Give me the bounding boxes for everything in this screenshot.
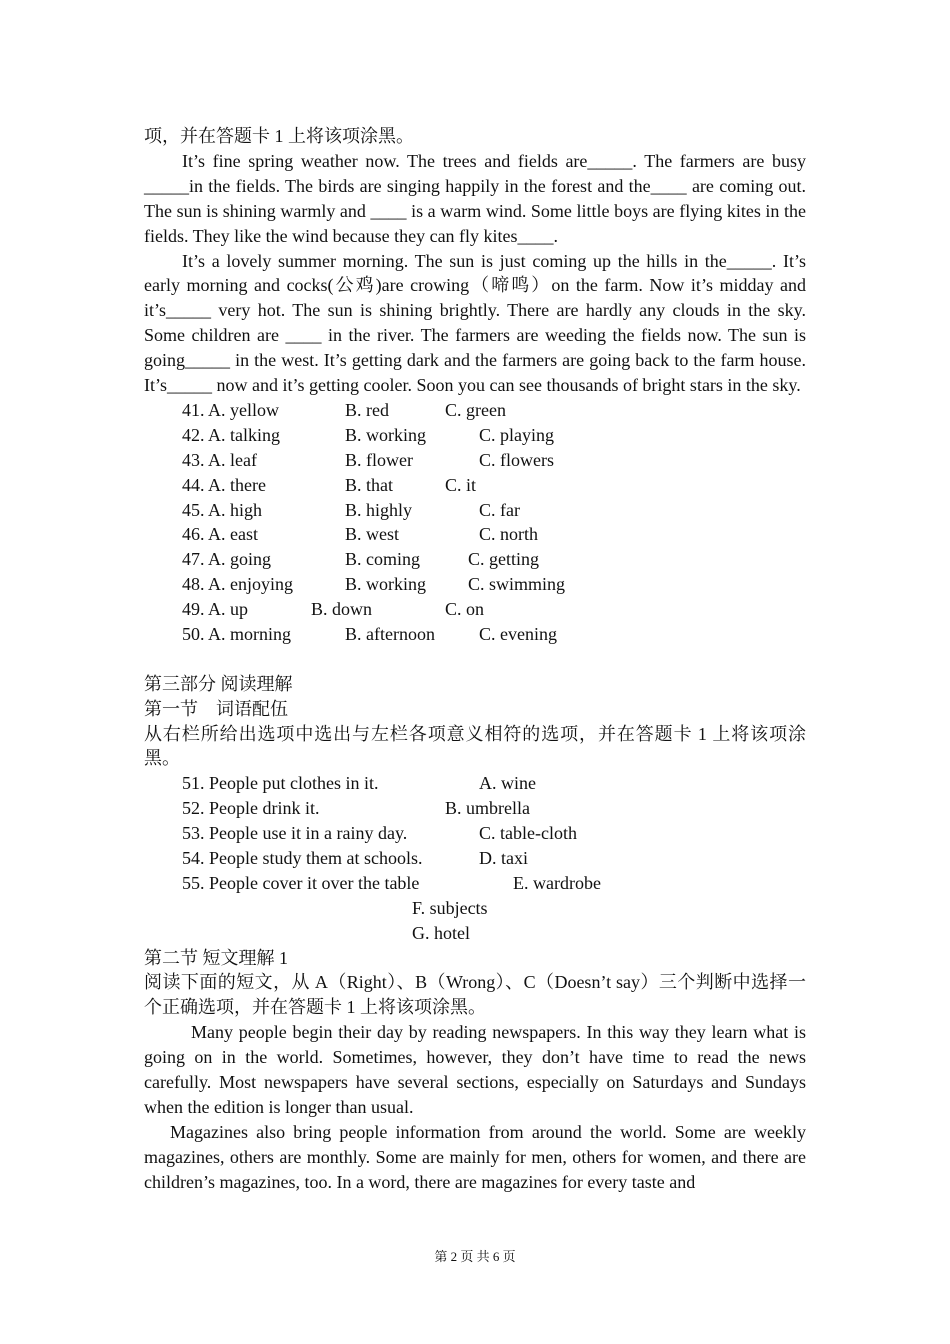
matching-left: 55. People cover it over the table bbox=[182, 872, 420, 893]
option-row-48 bbox=[144, 572, 806, 597]
matching-left: 53. People use it in a rainy day. bbox=[182, 823, 408, 844]
option-c: C. swimming bbox=[468, 574, 566, 595]
option-a: 45. A. high bbox=[182, 499, 263, 520]
option-a: 43. A. leaf bbox=[182, 449, 257, 470]
matching-right: E. wardrobe bbox=[513, 872, 601, 893]
matching-right: C. table-cloth bbox=[479, 823, 577, 844]
option-c: C. getting bbox=[468, 549, 539, 570]
option-a: 41. A. yellow bbox=[182, 399, 279, 420]
option-c: C. it bbox=[445, 474, 477, 495]
option-c: C. flowers bbox=[479, 449, 554, 470]
part-three-title: 第三部分 阅读理解 bbox=[144, 673, 293, 694]
section-one-instructions: 从右栏所给出选项中选出与左栏各项意义相符的选项，并在答题卡 1 上将该项涂黑。 bbox=[144, 723, 806, 769]
option-a: 42. A. talking bbox=[182, 424, 280, 445]
option-b: B. highly bbox=[345, 499, 413, 520]
option-a: 48. A. enjoying bbox=[182, 574, 293, 595]
option-c: C. north bbox=[479, 524, 539, 545]
option-b: B. that bbox=[345, 474, 393, 495]
matching-left: 51. People put clothes in it. bbox=[182, 773, 379, 794]
matching-row-53 bbox=[144, 821, 806, 846]
option-a: 46. A. east bbox=[182, 524, 258, 545]
option-row-42 bbox=[144, 423, 806, 448]
matching-row-52 bbox=[144, 796, 806, 821]
matching-right: A. wine bbox=[479, 773, 536, 794]
matching-items bbox=[144, 771, 806, 945]
matching-extra-g bbox=[144, 921, 806, 946]
option-c: C. evening bbox=[479, 623, 557, 644]
option-row-49 bbox=[144, 597, 806, 622]
cloze-paragraph-summer: It’s a lovely summer morning. The sun is just coming up the hills in the_____. It’s early morning and cocks(公鸡)are crowing（啼鸣）on the farm. Now it’s midday and it’s_____ very hot. The sun is shining brightly. There are hardly any clouds in the sky. Some children are ____ in the river. The farmers are weeding the fields now. The sun is going_____ in the west. It’s getting dark and the farmers are going back to the farm house. It’s_____ now and it’s getting cooler. Soon you can see thousands of bright stars in the sky. bbox=[144, 250, 806, 396]
matching-right: D. taxi bbox=[479, 848, 528, 869]
option-a: 47. A. going bbox=[182, 549, 272, 570]
matching-right: F. subjects bbox=[412, 897, 488, 918]
option-c: C. green bbox=[445, 399, 506, 420]
page-content bbox=[144, 124, 806, 1195]
option-row-43 bbox=[144, 448, 806, 473]
option-b: B. working bbox=[345, 574, 426, 595]
matching-right: B. umbrella bbox=[445, 798, 530, 819]
option-b: B. west bbox=[345, 524, 399, 545]
option-row-46 bbox=[144, 522, 806, 547]
matching-row-54 bbox=[144, 846, 806, 871]
option-row-41 bbox=[144, 398, 806, 423]
matching-row-51 bbox=[144, 771, 806, 796]
option-row-50 bbox=[144, 622, 806, 647]
reading-paragraph-1: Many people begin their day by reading newspapers. In this way they learn what is going on in the world. Sometimes, however, they don’t have time to read the news carefully. Most newspapers have several sections, especially on Saturdays and Sundays when the edition is longer than usual. bbox=[144, 1022, 806, 1117]
option-b: B. flower bbox=[345, 449, 413, 470]
matching-left: 52. People drink it. bbox=[182, 798, 320, 819]
option-row-44 bbox=[144, 473, 806, 498]
option-b: B. red bbox=[345, 399, 389, 420]
option-b: B. working bbox=[345, 424, 426, 445]
matching-row-55 bbox=[144, 871, 806, 896]
option-b: B. down bbox=[311, 599, 373, 620]
instruction-continuation: 项，并在答题卡 1 上将该项涂黑。 bbox=[144, 126, 414, 146]
page-footer: 第 2 页 共 6 页 bbox=[434, 1249, 516, 1264]
spacer bbox=[144, 647, 806, 672]
matching-extra-f bbox=[144, 896, 806, 921]
option-a: 50. A. morning bbox=[182, 623, 292, 644]
section-two-title: 第二节 短文理解 1 bbox=[144, 947, 288, 968]
option-a: 44. A. there bbox=[182, 474, 266, 495]
cloze-paragraph-spring: It’s fine spring weather now. The trees and fields are_____. The farmers are busy _____in the fields. The birds are singing happily in the forest and the____ are coming out. The sun is shining warmly and ____ is a warm wind. Some little boys are flying kites in the fields. They like the wind because they can fly kites____. bbox=[144, 150, 806, 246]
option-c: C. playing bbox=[479, 424, 554, 445]
option-a: 49. A. up bbox=[182, 599, 249, 620]
option-b: B. afternoon bbox=[345, 623, 435, 644]
reading-paragraph-2: Magazines also bring people information from around the world. Some are weekly magazines, others are monthly. Some are mainly for men, others for women, and there are children’s magazines, too. In a word, there are magazines for every taste and bbox=[144, 1121, 806, 1192]
option-c: C. on bbox=[445, 599, 485, 620]
cloze-options bbox=[144, 398, 806, 647]
option-row-47 bbox=[144, 547, 806, 572]
matching-right: G. hotel bbox=[412, 922, 470, 943]
option-c: C. far bbox=[479, 499, 520, 520]
section-one-title: 第一节 词语配伍 bbox=[144, 698, 288, 719]
option-row-45 bbox=[144, 498, 806, 523]
option-b: B. coming bbox=[345, 549, 420, 570]
matching-left: 54. People study them at schools. bbox=[182, 848, 423, 869]
section-two-instructions: 阅读下面的短文，从 A（Right）、B（Wrong）、C（Doesn’t say）三个判断中选择一个正确选项，并在答题卡 1 上将该项涂黑。 bbox=[144, 972, 806, 1018]
